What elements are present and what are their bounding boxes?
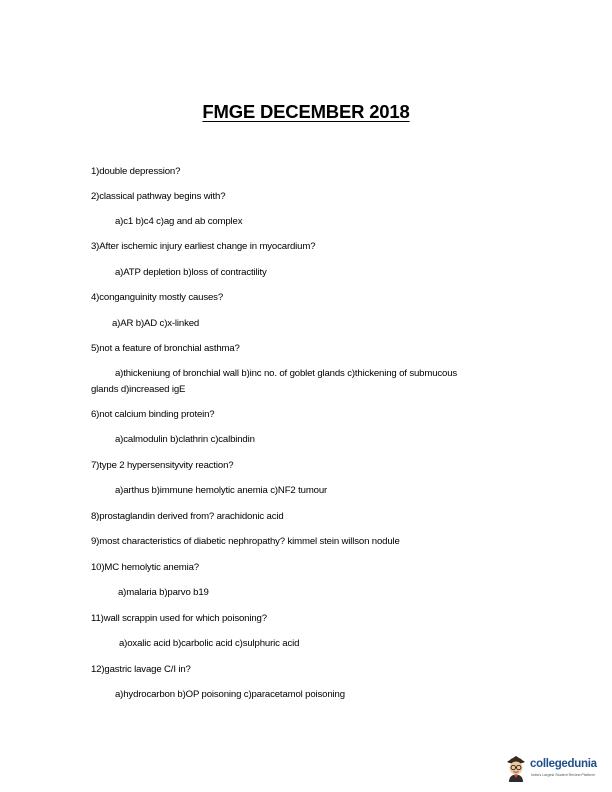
question-4: 4)conganguinity mostly causes? [91, 292, 224, 303]
answer-options-5: a)thickeniung of bronchial wall b)inc no. of goblet glands c)thickening of submucous [115, 368, 458, 379]
question-7: 7)type 2 hypersensityvity reaction? [91, 460, 234, 471]
question-6: 6)not calcium binding protein? [91, 409, 215, 420]
answer-options-10: a)malaria b)parvo b19 [118, 587, 209, 598]
answer-options-3: a)ATP depletion b)loss of contractility [115, 267, 267, 278]
question-2: 2)classical pathway begins with? [91, 191, 226, 202]
collegedunia-logo [503, 752, 608, 788]
answer-options-2: a)c1 b)c4 c)ag and ab complex [115, 216, 243, 227]
question-12: 12)gastric lavage C/I in? [91, 664, 191, 675]
logo-tagline: India's Largest Student Review Platform [531, 773, 595, 777]
answer-options-11: a)oxalic acid b)carbolic acid c)sulphuric acid [119, 638, 300, 649]
question-10: 10)MC hemolytic anemia? [91, 562, 199, 573]
question-5: 5)not a feature of bronchial asthma? [91, 343, 240, 354]
question-8: 8)prostaglandin derived from? arachidonic acid [91, 511, 284, 522]
question-1: 1)double depression? [91, 166, 181, 177]
answer-options-12: a)hydrocarbon b)OP poisoning c)paracetamol poisoning [115, 689, 345, 700]
answer-options-5-continued: glands d)increased igE [91, 384, 186, 395]
answer-options-6: a)calmodulin b)clathrin c)calbindin [115, 434, 255, 445]
question-3: 3)After ischemic injury earliest change in myocardium? [91, 241, 316, 252]
page-title: FMGE DECEMBER 2018 [202, 101, 410, 122]
question-9: 9)most characteristics of diabetic nephropathy? kimmel stein willson nodule [91, 536, 400, 547]
student-mascot-icon [503, 752, 529, 782]
answer-options-7: a)arthus b)immune hemolytic anemia c)NF2 tumour [115, 485, 328, 496]
question-11: 11)wall scrappin used for which poisoning? [91, 613, 267, 624]
answer-options-4: a)AR b)AD c)x-linked [112, 318, 200, 329]
logo-wordmark: collegedunia [530, 758, 597, 770]
